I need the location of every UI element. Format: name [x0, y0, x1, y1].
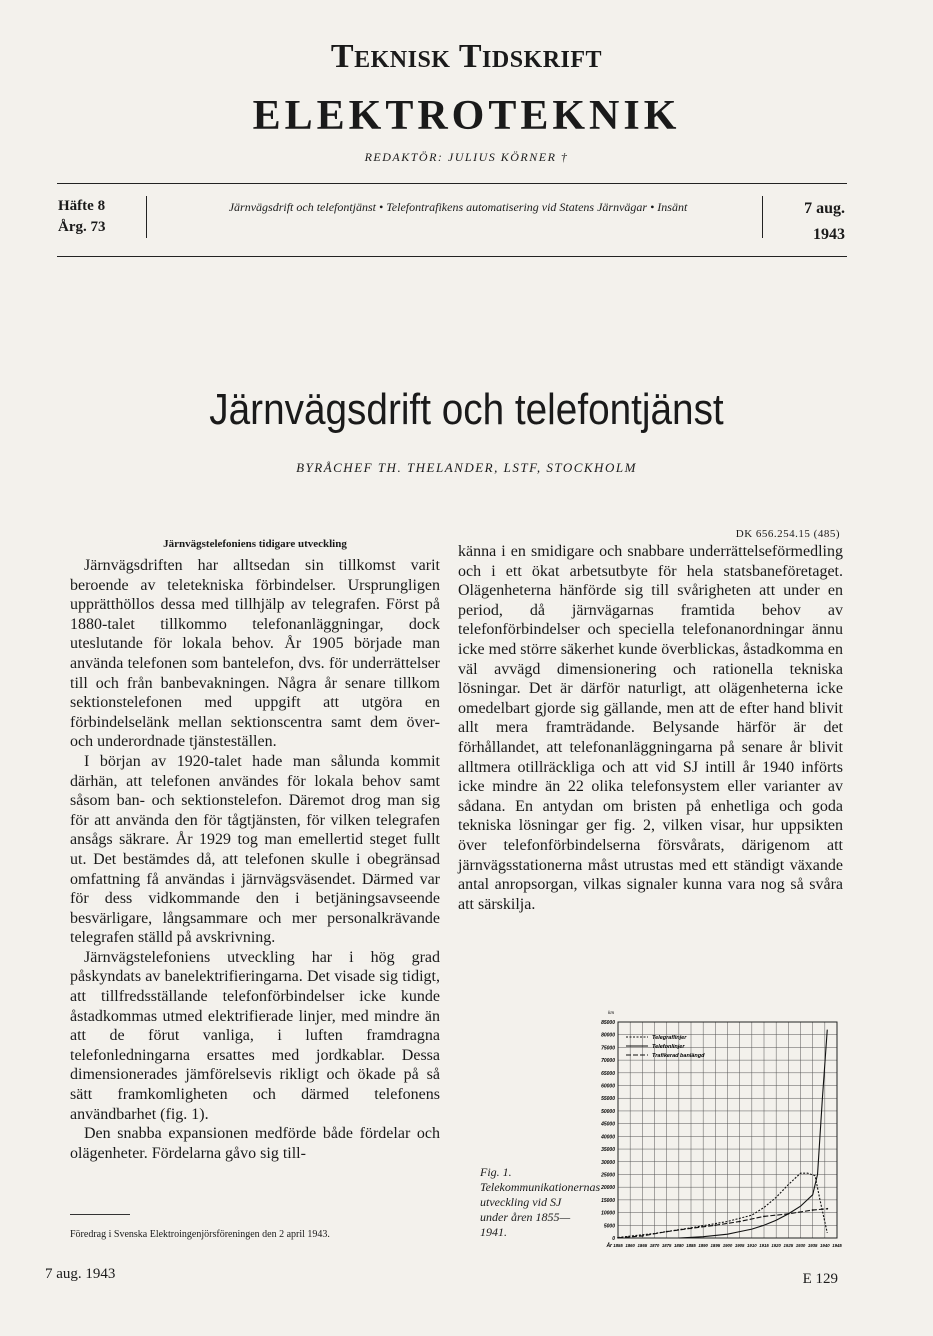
x-axis-prefix: År — [606, 1243, 612, 1249]
series-line-telegraflinjer — [618, 1173, 827, 1237]
issue-label: Häfte 8 — [58, 198, 106, 214]
series-marker — [641, 1235, 643, 1237]
series-marker — [787, 1213, 789, 1215]
y-tick-label: 20000 — [601, 1185, 615, 1192]
series-line-telefonlinjer — [679, 1030, 827, 1238]
right-body — [458, 542, 843, 914]
x-tick-label: 1880 — [674, 1243, 684, 1248]
telecom-development-chart — [585, 1000, 845, 1255]
y-tick-label: 10000 — [601, 1210, 615, 1217]
date-day: 7 aug. — [804, 200, 845, 217]
figure-caption: Fig. 1. Telekommunikationernas utveckling vid SJ under åren 1855—1941. — [480, 1165, 601, 1239]
series-marker — [763, 1216, 765, 1218]
y-tick-label: 40000 — [601, 1134, 615, 1141]
dk-classification: DK 656.254.15 (485) — [735, 528, 840, 540]
series-line-trafikerad-banlängd — [618, 1209, 827, 1238]
date-year: 1943 — [813, 226, 845, 243]
y-tick-label: 25000 — [601, 1172, 615, 1179]
issue-contents: Järnvägsdrift och telefontjänst • Telefontrafikens automatisering vid Statens Järnvägar • Insänt — [228, 200, 688, 214]
journal-title: Teknisk Tidskrift — [330, 38, 603, 75]
footnote-rule — [70, 1214, 130, 1215]
x-tick-label: 1945 — [832, 1243, 842, 1248]
y-tick-label: 60000 — [601, 1083, 615, 1090]
y-tick-label: 0 — [612, 1236, 615, 1242]
y-tick-label: 65000 — [601, 1070, 615, 1077]
right-column — [458, 542, 843, 914]
paragraph: Järnvägstelefoniens utveckling har i hög grad påskyndats av banelektrifieringarna. Det visade sig tidigt, att tillfredsställande telefonförbindelser icke kunde åstadkommas utmed elektrifierade linjer, med mindre än att de förut vanliga, i luften framdragna telefonledningarna ersattes med jordkablar. Dessa dimensionerades jämförelsevis rikligt och ökade på så sätt framkomligheten och därmed telefonens användbarhet (fig. 1). — [70, 948, 440, 1123]
y-tick-label: 45000 — [601, 1121, 615, 1128]
header-divider-right — [762, 196, 763, 238]
x-tick-label: 1875 — [661, 1243, 672, 1248]
footer-date: 7 aug. 1943 — [45, 1266, 116, 1282]
footnote: Föredrag i Svenska Elektroingenjörsföreningen den 2 april 1943. — [70, 1229, 330, 1240]
date-box — [804, 196, 845, 248]
series-marker — [826, 1208, 828, 1210]
left-column — [70, 538, 440, 1163]
volume-label: Årg. 73 — [58, 219, 106, 235]
paragraph: Järnvägsdriften har alltsedan sin tillkomst varit beroende av teletekniska förbindelser. Ursprungligen upprätthöllos dessa med tillhjälp av telegrafen. Först på 1880-talet tillkommo telefonanläggningar, dock uteslutande för lokala behov. År 1905 började man använda telefonen som bantelefon, dvs. för underrättelser till och från banbevakningen. Några år senare tillkom sektionstelefonen med uppgift att utgöra en förbindelselänk mellan sektionscentra samt dem över- och underordnade tjänsteställen. — [70, 557, 440, 751]
header-rule-bottom — [57, 256, 847, 257]
y-tick-label: 50000 — [601, 1108, 615, 1115]
y-tick-label: 55000 — [601, 1096, 615, 1103]
y-tick-label: 80000 — [601, 1032, 615, 1039]
paragraph: I början av 1920-talet hade man sålunda kommit därhän, att telefonen användes för lokala behov samt såsom ban- och sektionstelefon. Däremot drog man sig för att använda den för tågtjänsten, för vilken telegrafen ansågs säkrare. År 1929 tog man emellertid steget fullt ut. Det bestämdes då, att telefonen skulle i obegränsad omfattning få användas i järnvägsväsendet. Därmed var för dess vidkommande den i betjäningsavseende besvärligare, långsammare och mer personalkrävande telegrafen ställd på avskrivning. — [70, 752, 440, 947]
x-tick-label: 1940 — [820, 1243, 830, 1248]
chart-series — [617, 1030, 828, 1239]
x-tick-label: 1905 — [734, 1243, 745, 1248]
series-marker — [690, 1227, 692, 1229]
y-tick-label: 85000 — [601, 1020, 615, 1026]
header-divider-left — [146, 196, 147, 238]
series-marker — [714, 1224, 716, 1226]
legend-label: Trafikerad banlängd — [652, 1053, 705, 1059]
legend-label: Telegraflinjer — [652, 1035, 687, 1041]
y-tick-label: 75000 — [601, 1045, 615, 1052]
paragraph: Den snabba expansionen medförde både fördelar och olägenheter. Fördelarna gåvo sig till- — [70, 1125, 440, 1162]
x-tick-label: 1935 — [807, 1243, 818, 1248]
chart-legend — [626, 1035, 705, 1059]
legend-label: Telefonlinjer — [652, 1044, 685, 1050]
x-tick-label: 1915 — [759, 1243, 769, 1248]
x-tick-label: 1930 — [795, 1243, 806, 1248]
x-tick-label: 1870 — [649, 1243, 660, 1248]
x-tick-label: 1855 — [613, 1243, 623, 1248]
y-tick-label: 5000 — [603, 1223, 615, 1230]
y-tick-label: 35000 — [601, 1147, 615, 1154]
editor-line: REDAKTÖR: JULIUS KÖRNER † — [364, 150, 569, 164]
x-tick-label: 1885 — [686, 1243, 696, 1248]
byline: BYRÅCHEF TH. THELANDER, LSTF, STOCKHOLM — [296, 460, 637, 475]
left-body — [70, 556, 440, 1163]
section-subheading: Järnvägstelefoniens tidigare utveckling — [163, 538, 347, 550]
series-marker — [739, 1221, 741, 1223]
series-marker — [617, 1237, 619, 1239]
x-tick-label: 1860 — [625, 1243, 635, 1248]
chart-grid — [618, 1022, 837, 1238]
y-tick-label: 15000 — [601, 1197, 615, 1204]
x-tick-label: 1890 — [698, 1243, 708, 1248]
x-tick-label: 1900 — [722, 1243, 733, 1248]
issue-box — [58, 196, 106, 238]
series-marker — [666, 1231, 668, 1233]
article-title: Järnvägsdrift och telefontjänst — [209, 385, 724, 434]
chart-labels — [600, 1011, 842, 1249]
series-marker — [812, 1209, 814, 1211]
x-tick-label: 1865 — [637, 1243, 648, 1248]
section-title: ELEKTROTEKNIK — [252, 93, 681, 139]
y-axis-label: km — [608, 1011, 614, 1016]
x-tick-label: 1910 — [747, 1243, 757, 1248]
header-rule-top — [57, 183, 847, 184]
paragraph: känna i en smidigare och snabbare underrättelseförmedling och i ett ökat arbetsutbyte för hela statsbaneföretaget. Olägenheterna hänförde sig till svårigheten att under en period, då järnvägarnas framtida behov av telefonförbindelser och speciella telefonanordningar ännu icke med större säkerhet kunde överblickas, åstadkomma en väl avvägd dimensionering och rationella tekniska lösningar. Det är därför naturligt, att olägenheterna icke omedelbart gjorde sig gällande, men att de efter hand blivit allt mera framträdande. Belysande härför är det förhållandet, att telefonanläggningarna på senare år blivit alltmera otillräckliga och att vid SJ intill år 1940 införts icke mindre än 22 olika telefonsystem eller varianter av sådana. En antydan om bristen på enhetliga och goda tekniska lösningar ger fig. 2, vilken visar, hur uppsikten över telefonförbindelserna försvårats, därigenom att järnvägsstationerna måst utrustas med ett ständigt växande antal anropsorgan, vilkas signaler kunna vara nog så svåra att särskilja. — [458, 543, 843, 913]
x-tick-label: 1895 — [710, 1243, 721, 1248]
page-number: E 129 — [802, 1271, 838, 1287]
x-tick-label: 1925 — [783, 1243, 794, 1248]
x-tick-label: 1920 — [771, 1243, 781, 1248]
y-tick-label: 70000 — [601, 1058, 615, 1065]
y-tick-label: 30000 — [601, 1159, 615, 1166]
